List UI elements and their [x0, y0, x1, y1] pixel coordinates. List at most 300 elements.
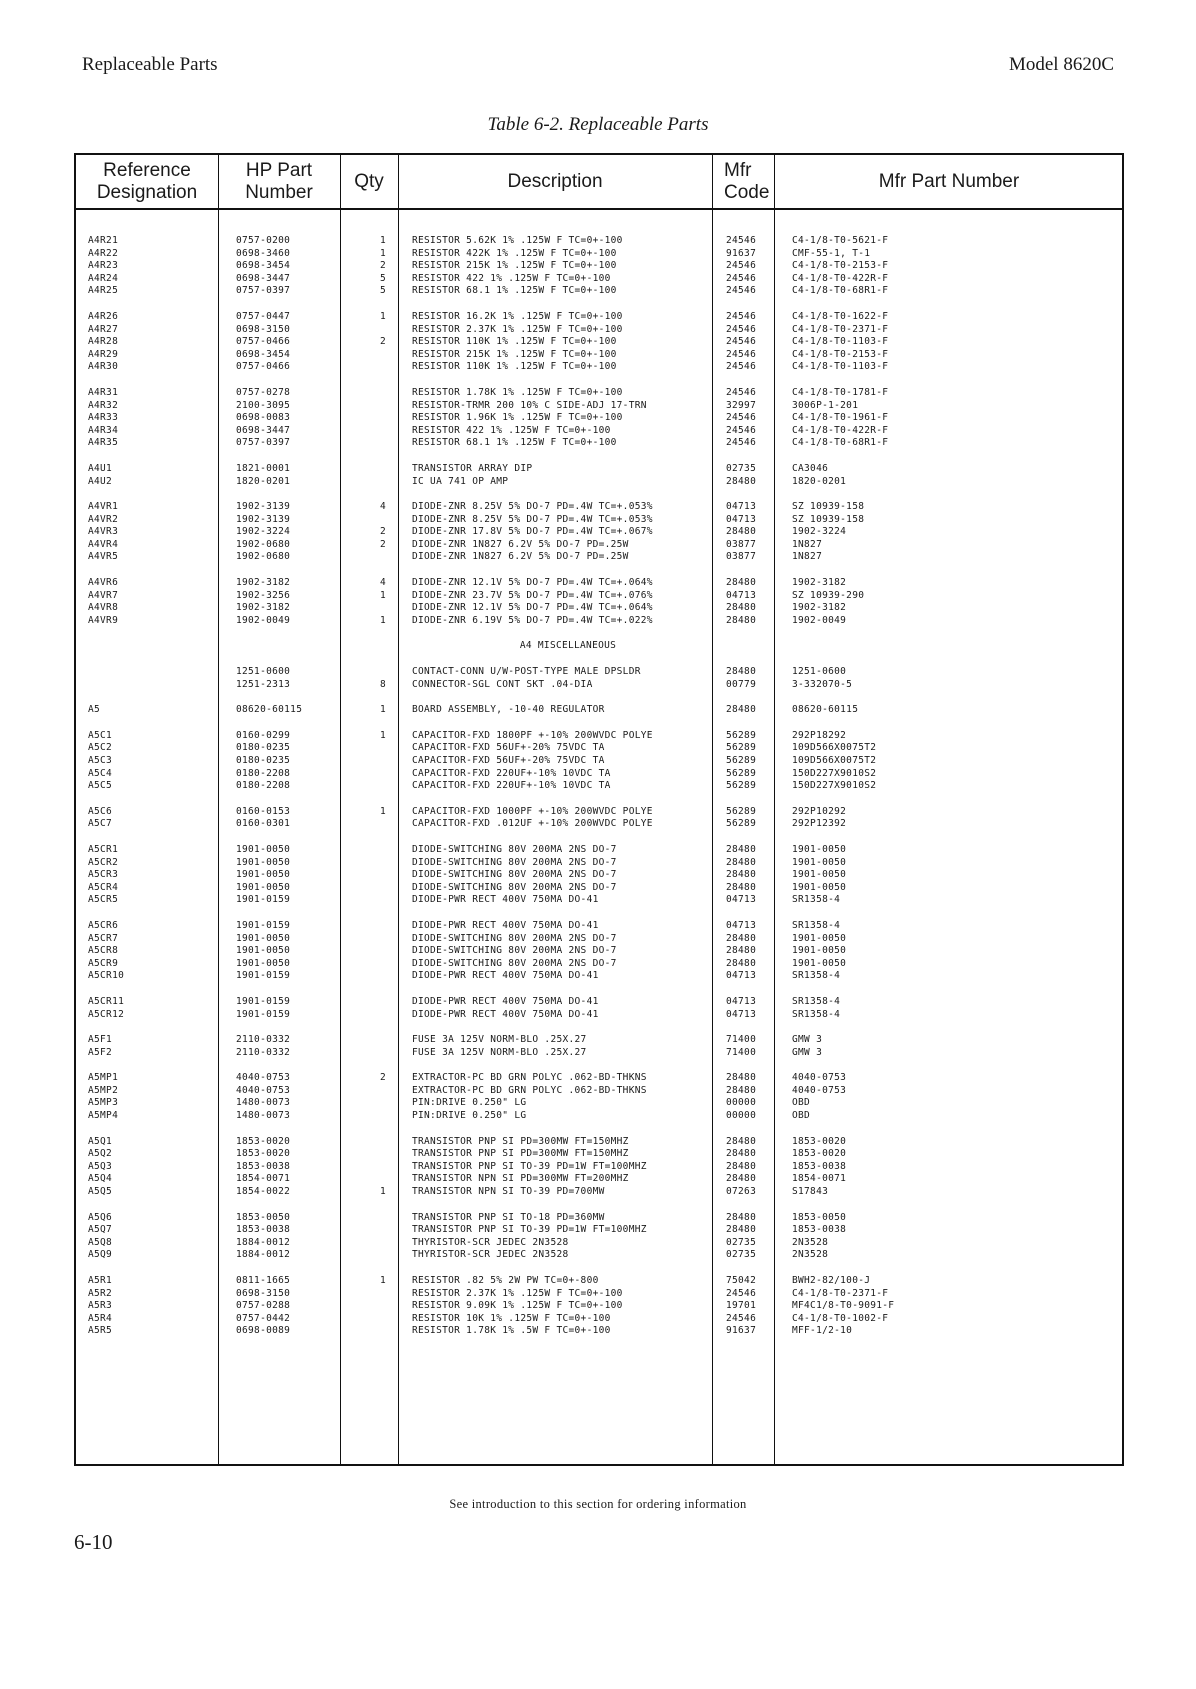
mfr-code-cell: 91637 [726, 1325, 757, 1337]
hp-part-cell: 1821-0001 [236, 462, 291, 474]
table-row [76, 324, 1122, 337]
mfr-code-cell: 24546 [726, 348, 757, 360]
table-row [76, 577, 1122, 590]
mfr-part-number-cell: C4-1/8-T0-1622-F [792, 310, 889, 322]
table-row [76, 526, 1122, 539]
description-cell: FUSE 3A 125V NORM-BLO .25X.27 [412, 1046, 587, 1058]
reference-cell: A4R25 [88, 285, 119, 297]
hp-part-cell: 0698-0089 [236, 1325, 291, 1337]
mfr-part-number-cell: 4040-0753 [792, 1084, 847, 1096]
qty-cell: 1 [379, 235, 387, 246]
column-header-mfr-part-number: Mfr Part Number [878, 170, 1020, 192]
hp-part-cell: 0180-0235 [236, 742, 291, 754]
mfr-code-cell: 28480 [726, 602, 757, 614]
row-group [76, 1034, 1122, 1059]
row-group [76, 1212, 1122, 1262]
mfr-part-number-cell: 08620-60115 [792, 704, 859, 716]
mfr-code-cell: 28480 [726, 945, 757, 957]
mfr-part-number-cell: C4-1/8-T0-68R1-F [792, 285, 889, 297]
table-row [76, 933, 1122, 946]
row-group [76, 704, 1122, 717]
reference-cell: A5CR9 [88, 957, 119, 969]
description-cell: RESISTOR 422 1% .125W F TC=0+-100 [412, 272, 611, 284]
mfr-code-cell: 02735 [726, 1249, 757, 1261]
mfr-part-number-cell: 1901-0050 [792, 869, 847, 881]
reference-cell: A5C6 [88, 805, 113, 817]
mfr-part-number-cell: SZ 10939-158 [792, 501, 865, 513]
mfr-code-cell: 71400 [726, 1046, 757, 1058]
table-row [76, 1148, 1122, 1161]
mfr-code-cell: 04713 [726, 1008, 757, 1020]
reference-cell: A5CR6 [88, 919, 119, 931]
table-row [76, 869, 1122, 882]
description-cell: DIODE-ZNR 1N827 6.2V 5% DO-7 PD=.25W [412, 551, 629, 563]
description-cell: CAPACITOR-FXD 56UF+-20% 75VDC TA [412, 742, 605, 754]
mfr-code-cell: 28480 [726, 1135, 757, 1147]
reference-cell: A5Q8 [88, 1236, 113, 1248]
reference-cell: A5C3 [88, 755, 113, 766]
mfr-code-cell: 28480 [726, 1084, 757, 1096]
table-row [76, 844, 1122, 857]
hp-part-cell: 0160-0299 [236, 729, 291, 741]
mfr-part-number-cell: 150D227X9010S2 [792, 767, 877, 779]
mfr-part-number-cell: 1902-3182 [792, 577, 847, 589]
hp-part-cell: 1901-0159 [236, 970, 291, 982]
hp-part-cell: 1902-3182 [236, 602, 291, 614]
reference-cell: A4VR9 [88, 614, 119, 626]
mfr-code-cell: 24546 [726, 272, 757, 284]
reference-cell: A4R34 [88, 424, 119, 436]
table-row [76, 640, 1122, 653]
description-cell: DIODE-ZNR 12.1V 5% DO-7 PD=.4W TC=+.064% [412, 577, 653, 589]
mfr-part-number-cell: 1901-0050 [792, 957, 847, 969]
hp-part-cell: 1902-0049 [236, 614, 291, 626]
mfr-part-number-cell: 1901-0050 [792, 881, 847, 893]
mfr-part-number-cell: OBD [792, 1110, 811, 1122]
table-row [76, 539, 1122, 552]
qty-cell: 1 [379, 310, 387, 322]
mfr-code-cell: 28480 [726, 1072, 757, 1084]
reference-cell: A5C4 [88, 767, 113, 779]
hp-part-cell: 0757-0466 [236, 361, 291, 373]
reference-cell: A4R30 [88, 361, 119, 373]
reference-cell: A4VR1 [88, 501, 119, 513]
table-row [76, 857, 1122, 870]
table-row [76, 666, 1122, 679]
hp-part-cell: 0180-2208 [236, 767, 291, 779]
reference-cell: A5R4 [88, 1312, 113, 1324]
description-cell: EXTRACTOR-PC BD GRN POLYC .062-BD-THKNS [412, 1072, 647, 1084]
table-row [76, 958, 1122, 971]
mfr-code-cell: 28480 [726, 475, 757, 487]
description-cell: TRANSISTOR NPN SI PD=300MW FT=200MHZ [412, 1173, 629, 1185]
hp-part-cell: 1480-0073 [236, 1110, 291, 1122]
reference-cell: A4U1 [88, 462, 113, 474]
table-row [76, 501, 1122, 514]
description-cell: RESISTOR 2.37K 1% .125W F TC=0+-100 [412, 1287, 623, 1299]
hp-part-cell: 08620-60115 [236, 704, 303, 716]
description-cell: RESISTOR 5.62K 1% .125W F TC=0+-100 [412, 235, 623, 246]
mfr-code-cell: 24546 [726, 310, 757, 322]
mfr-part-number-cell: 4040-0753 [792, 1072, 847, 1084]
mfr-part-number-cell: SR1358-4 [792, 894, 841, 906]
table-row [76, 894, 1122, 907]
reference-cell: A4R24 [88, 272, 119, 284]
mfr-code-cell: 24546 [726, 412, 757, 424]
table-row [76, 476, 1122, 489]
row-group [76, 666, 1122, 691]
description-cell: DIODE-ZNR 8.25V 5% DO-7 PD=.4W TC=+.053% [412, 501, 653, 513]
mfr-code-cell: 75042 [726, 1275, 757, 1286]
table-row [76, 387, 1122, 400]
table-row [76, 615, 1122, 628]
mfr-code-cell: 24546 [726, 336, 757, 348]
description-cell: CAPACITOR-FXD 220UF+-10% 10VDC TA [412, 780, 611, 792]
description-cell: RESISTOR 2.37K 1% .125W F TC=0+-100 [412, 323, 623, 335]
mfr-part-number-cell: C4-1/8-T0-2153-F [792, 348, 889, 360]
mfr-part-number-cell: C4-1/8-T0-2153-F [792, 260, 889, 272]
reference-cell: A5Q6 [88, 1211, 113, 1223]
qty-cell: 1 [379, 247, 387, 259]
table-row [76, 679, 1122, 692]
table-row [76, 1224, 1122, 1237]
mfr-part-number-cell: C4-1/8-T0-68R1-F [792, 437, 889, 449]
reference-cell: A5CR10 [88, 970, 125, 982]
reference-cell: A5MP1 [88, 1072, 119, 1084]
reference-cell: A4R27 [88, 323, 119, 335]
hp-part-cell: 2110-0332 [236, 1034, 291, 1046]
reference-cell: A5CR7 [88, 932, 119, 944]
mfr-code-cell: 28480 [726, 614, 757, 626]
reference-cell: A5Q5 [88, 1186, 113, 1198]
reference-cell: A5F2 [88, 1046, 113, 1058]
hp-part-cell: 0757-0447 [236, 310, 291, 322]
description-cell: RESISTOR 16.2K 1% .125W F TC=0+-100 [412, 310, 623, 322]
description-cell: DIODE-PWR RECT 400V 750MA DO-41 [412, 970, 599, 982]
description-cell: DIODE-ZNR 12.1V 5% DO-7 PD=.4W TC=+.064% [412, 602, 653, 614]
row-group [76, 1275, 1122, 1338]
description-cell: DIODE-SWITCHING 80V 200MA 2NS DO-7 [412, 869, 617, 881]
description-cell: RESISTOR 215K 1% .125W F TC=0+-100 [412, 348, 617, 360]
mfr-code-cell: 24546 [726, 323, 757, 335]
table-row [76, 755, 1122, 768]
table-row [76, 1085, 1122, 1098]
hp-part-cell: 1884-0012 [236, 1236, 291, 1248]
reference-cell: A4VR2 [88, 513, 119, 525]
table-row [76, 996, 1122, 1009]
description-cell: RESISTOR 1.96K 1% .125W F TC=0+-100 [412, 412, 623, 424]
mfr-part-number-cell: C4-1/8-T0-422R-F [792, 424, 889, 436]
reference-cell: A5MP2 [88, 1084, 119, 1096]
description-cell: RESISTOR 1.78K 1% .125W F TC=0+-100 [412, 386, 623, 398]
description-cell: RESISTOR-TRMR 200 10% C SIDE-ADJ 17-TRN [412, 399, 647, 411]
table-row [76, 412, 1122, 425]
row-group [76, 996, 1122, 1021]
hp-part-cell: 1854-0022 [236, 1186, 291, 1198]
qty-cell: 2 [379, 526, 387, 538]
hp-part-cell: 2110-0332 [236, 1046, 291, 1058]
mfr-code-cell: 04713 [726, 970, 757, 982]
reference-cell: A5CR2 [88, 856, 119, 868]
mfr-code-cell: 32997 [726, 399, 757, 411]
hp-part-cell: 1901-0050 [236, 843, 291, 855]
description-cell: RESISTOR 68.1 1% .125W F TC=0+-100 [412, 437, 617, 449]
mfr-code-cell: 28480 [726, 856, 757, 868]
table-row [76, 1212, 1122, 1225]
mfr-code-cell: 04713 [726, 995, 757, 1007]
hp-part-cell: 2100-3095 [236, 399, 291, 411]
table-row [76, 730, 1122, 743]
hp-part-cell: 1901-0050 [236, 881, 291, 893]
mfr-code-cell: 71400 [726, 1034, 757, 1046]
mfr-part-number-cell: 292P12392 [792, 818, 847, 830]
table-row [76, 602, 1122, 615]
reference-cell: A4R29 [88, 348, 119, 360]
table-row [76, 970, 1122, 983]
table-row [76, 1034, 1122, 1047]
reference-cell: A5Q7 [88, 1224, 113, 1236]
mfr-code-cell: 04713 [726, 589, 757, 601]
mfr-code-cell: 56289 [726, 767, 757, 779]
mfr-part-number-cell: MFF-1/2-10 [792, 1325, 853, 1337]
hp-part-cell: 1901-0159 [236, 919, 291, 931]
hp-part-cell: 1251-0600 [236, 666, 291, 678]
hp-part-cell: 1901-0159 [236, 894, 291, 906]
table-row [76, 514, 1122, 527]
qty-cell: 2 [379, 1072, 387, 1084]
qty-cell: 4 [379, 577, 387, 589]
hp-part-cell: 0811-1665 [236, 1275, 291, 1286]
description-cell: RESISTOR 68.1 1% .125W F TC=0+-100 [412, 285, 617, 297]
mfr-code-cell: 00779 [726, 678, 757, 690]
description-cell: FUSE 3A 125V NORM-BLO .25X.27 [412, 1034, 587, 1046]
mfr-code-cell: 24546 [726, 437, 757, 449]
row-group [76, 235, 1122, 298]
table-row [76, 1136, 1122, 1149]
reference-cell: A5R5 [88, 1325, 113, 1337]
table-row [76, 704, 1122, 717]
mfr-part-number-cell: 150D227X9010S2 [792, 780, 877, 792]
mfr-part-number-cell: GMW 3 [792, 1034, 823, 1046]
mfr-code-cell: 28480 [726, 704, 757, 716]
table-row [76, 248, 1122, 261]
hp-part-cell: 1901-0050 [236, 856, 291, 868]
qty-cell: 1 [379, 729, 387, 741]
reference-cell: A5CR1 [88, 843, 119, 855]
description-cell: PIN:DRIVE 0.250" LG [412, 1097, 527, 1109]
mfr-code-cell: 28480 [726, 957, 757, 969]
table-row [76, 920, 1122, 933]
reference-cell: A5C5 [88, 780, 113, 792]
description-cell: DIODE-ZNR 17.8V 5% DO-7 PD=.4W TC=+.067% [412, 526, 653, 538]
table-row [76, 361, 1122, 374]
qty-cell: 2 [379, 538, 387, 550]
table-row [76, 945, 1122, 958]
table-row [76, 742, 1122, 755]
mfr-code-cell: 28480 [726, 577, 757, 589]
row-group [76, 640, 1122, 653]
hp-part-cell: 0757-0397 [236, 437, 291, 449]
hp-part-cell: 0698-3150 [236, 323, 291, 335]
mfr-code-cell: 56289 [726, 805, 757, 817]
table-row [76, 1161, 1122, 1174]
description-cell: CAPACITOR-FXD 56UF+-20% 75VDC TA [412, 755, 605, 766]
mfr-part-number-cell: 3-332070-5 [792, 678, 853, 690]
table-row [76, 806, 1122, 819]
description-cell: CONNECTOR-SGL CONT SKT .04-DIA [412, 678, 593, 690]
description-cell: RESISTOR .82 5% 2W PW TC=0+-800 [412, 1275, 599, 1286]
hp-part-cell: 1902-3256 [236, 589, 291, 601]
hp-part-cell: 1853-0050 [236, 1211, 291, 1223]
table-row [76, 818, 1122, 831]
mfr-part-number-cell: C4-1/8-T0-1103-F [792, 336, 889, 348]
table-row [76, 311, 1122, 324]
reference-cell: A5MP4 [88, 1110, 119, 1122]
mfr-part-number-cell: SR1358-4 [792, 970, 841, 982]
hp-part-cell: 0160-0301 [236, 818, 291, 830]
description-cell: DIODE-ZNR 23.7V 5% DO-7 PD=.4W TC=+.076% [412, 589, 653, 601]
description-cell: TRANSISTOR PNP SI PD=300MW FT=150MHZ [412, 1148, 629, 1160]
mfr-code-cell: 00000 [726, 1110, 757, 1122]
mfr-part-number-cell: SR1358-4 [792, 995, 841, 1007]
mfr-part-number-cell: C4-1/8-T0-2371-F [792, 1287, 889, 1299]
reference-cell: A5C2 [88, 742, 113, 754]
table-title: Table 6-2. Replaceable Parts [487, 114, 709, 135]
mfr-code-cell: 24546 [726, 424, 757, 436]
reference-cell: A4R23 [88, 260, 119, 272]
description-cell: DIODE-SWITCHING 80V 200MA 2NS DO-7 [412, 932, 617, 944]
hp-part-cell: 1902-3224 [236, 526, 291, 538]
table-row [76, 1110, 1122, 1123]
reference-cell: A5CR11 [88, 995, 125, 1007]
table-row [76, 1325, 1122, 1338]
mfr-part-number-cell: SZ 10939-158 [792, 513, 865, 525]
mfr-part-number-cell: SZ 10939-290 [792, 589, 865, 601]
table-row [76, 882, 1122, 895]
table-row [76, 400, 1122, 413]
hp-part-cell: 1853-0020 [236, 1135, 291, 1147]
table-row [76, 1288, 1122, 1301]
reference-cell: A4VR6 [88, 577, 119, 589]
hp-part-cell: 0757-0442 [236, 1312, 291, 1324]
column-header-mfr-code: Mfr Code [724, 159, 770, 203]
description-cell: TRANSISTOR ARRAY DIP [412, 462, 533, 474]
mfr-part-number-cell: SR1358-4 [792, 919, 841, 931]
mfr-part-number-cell: 1853-0038 [792, 1160, 847, 1172]
reference-cell: A4R21 [88, 235, 119, 246]
reference-cell: A5MP3 [88, 1097, 119, 1109]
reference-cell: A5R3 [88, 1300, 113, 1312]
hp-part-cell: 0757-0397 [236, 285, 291, 297]
description-cell: DIODE-ZNR 6.19V 5% DO-7 PD=.4W TC=+.022% [412, 614, 653, 626]
row-group [76, 844, 1122, 907]
description-cell: DIODE-ZNR 8.25V 5% DO-7 PD=.4W TC=+.053% [412, 513, 653, 525]
hp-part-cell: 1854-0071 [236, 1173, 291, 1185]
table-row [76, 285, 1122, 298]
table-row [76, 349, 1122, 362]
column-header-description: Description [507, 170, 603, 192]
hp-part-cell: 1853-0038 [236, 1224, 291, 1236]
hp-part-cell: 0698-3447 [236, 272, 291, 284]
qty-cell: 4 [379, 501, 387, 513]
description-cell: TRANSISTOR NPN SI TO-39 PD=700MW [412, 1186, 605, 1198]
mfr-code-cell: 03877 [726, 551, 757, 563]
reference-cell: A5CR3 [88, 869, 119, 881]
reference-cell: A4R35 [88, 437, 119, 449]
column-header-reference: Reference Designation [96, 159, 198, 203]
table-row [76, 1186, 1122, 1199]
row-group [76, 387, 1122, 450]
mfr-part-number-cell: C4-1/8-T0-2371-F [792, 323, 889, 335]
table-row [76, 590, 1122, 603]
description-cell: DIODE-SWITCHING 80V 200MA 2NS DO-7 [412, 881, 617, 893]
reference-cell: A5R1 [88, 1275, 113, 1286]
description-cell: RESISTOR 9.09K 1% .125W F TC=0+-100 [412, 1300, 623, 1312]
mfr-part-number-cell: 292P18292 [792, 729, 847, 741]
mfr-part-number-cell: S17843 [792, 1186, 829, 1198]
hp-part-cell: 0698-3150 [236, 1287, 291, 1299]
mfr-part-number-cell: 1N827 [792, 551, 823, 563]
description-cell: RESISTOR 215K 1% .125W F TC=0+-100 [412, 260, 617, 272]
description-cell: CAPACITOR-FXD 1000PF +-10% 200WVDC POLYE [412, 805, 653, 817]
description-cell: CAPACITOR-FXD .012UF +-10% 200WVDC POLYE [412, 818, 653, 830]
hp-part-cell: 0698-3460 [236, 247, 291, 259]
hp-part-cell: 4040-0753 [236, 1084, 291, 1096]
reference-cell: A4VR7 [88, 589, 119, 601]
hp-part-cell: 1901-0050 [236, 957, 291, 969]
mfr-code-cell: 28480 [726, 526, 757, 538]
mfr-code-cell: 04713 [726, 919, 757, 931]
mfr-part-number-cell: 1251-0600 [792, 666, 847, 678]
description-cell: DIODE-SWITCHING 80V 200MA 2NS DO-7 [412, 945, 617, 957]
table-row [76, 1009, 1122, 1022]
description-cell: TRANSISTOR PNP SI PD=300MW FT=150MHZ [412, 1135, 629, 1147]
description-cell: DIODE-SWITCHING 80V 200MA 2NS DO-7 [412, 856, 617, 868]
hp-part-cell: 1820-0201 [236, 475, 291, 487]
mfr-part-number-cell: 1N827 [792, 538, 823, 550]
mfr-part-number-cell: 2N3528 [792, 1249, 829, 1261]
description-cell: IC UA 741 OP AMP [412, 475, 509, 487]
hp-part-cell: 0757-0200 [236, 235, 291, 246]
table-row [76, 1072, 1122, 1085]
reference-cell: A5CR12 [88, 1008, 125, 1020]
description-cell: DIODE-PWR RECT 400V 750MA DO-41 [412, 1008, 599, 1020]
hp-part-cell: 0180-0235 [236, 755, 291, 766]
hp-part-cell: 0698-3447 [236, 424, 291, 436]
reference-cell: A5Q1 [88, 1135, 113, 1147]
mfr-part-number-cell: 1853-0050 [792, 1211, 847, 1223]
mfr-code-cell: 24546 [726, 235, 757, 246]
mfr-part-number-cell: 1820-0201 [792, 475, 847, 487]
mfr-part-number-cell: 1901-0050 [792, 856, 847, 868]
page-number: 6-10 [74, 1530, 113, 1554]
mfr-code-cell: 03877 [726, 538, 757, 550]
table-row [76, 235, 1122, 248]
reference-cell: A4R22 [88, 247, 119, 259]
mfr-part-number-cell: C4-1/8-T0-1002-F [792, 1312, 889, 1324]
mfr-code-cell: 91637 [726, 247, 757, 259]
mfr-code-cell: 04713 [726, 501, 757, 513]
table-body [76, 235, 1122, 1351]
hp-part-cell: 1884-0012 [236, 1249, 291, 1261]
description-cell: RESISTOR 110K 1% .125W F TC=0+-100 [412, 361, 617, 373]
mfr-code-cell: 28480 [726, 1173, 757, 1185]
hp-part-cell: 0698-3454 [236, 348, 291, 360]
table-row [76, 1275, 1122, 1288]
hp-part-cell: 1901-0159 [236, 995, 291, 1007]
qty-cell: 1 [379, 1275, 387, 1286]
table-row [76, 437, 1122, 450]
